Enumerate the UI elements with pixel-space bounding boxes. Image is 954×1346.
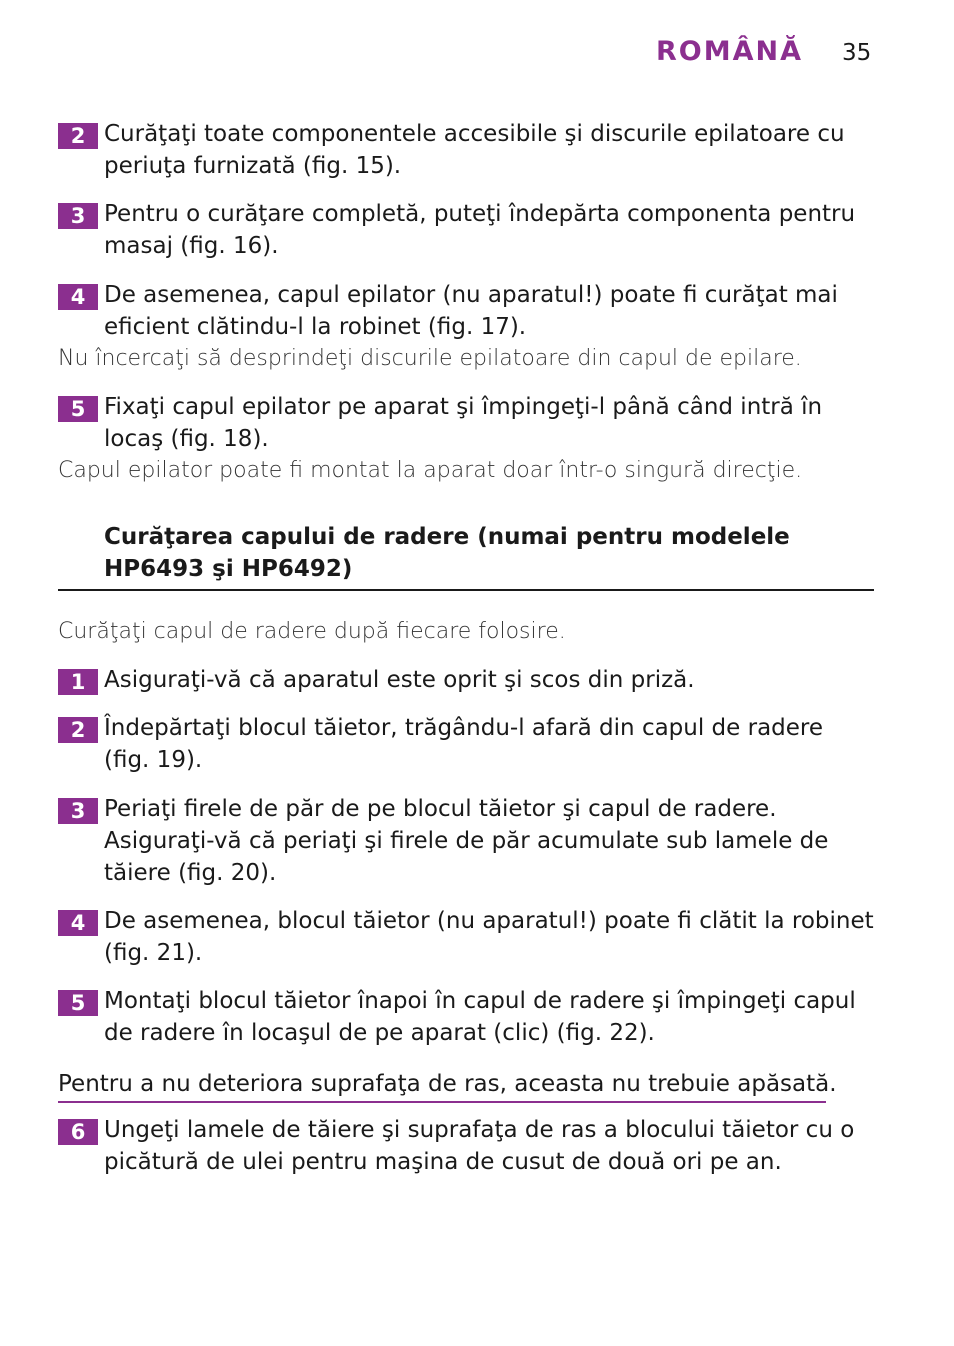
step-6 bbox=[58, 1114, 874, 1178]
step-5-top bbox=[58, 391, 874, 455]
warning-text: Pentru a nu deteriora suprafaţa de ras, aceasta nu trebuie apăsată. bbox=[58, 1071, 837, 1097]
step-5 bbox=[58, 985, 874, 1049]
step-text: Ungeţi lamele de tăiere şi suprafaţa de ras a blocului tăietor cu o picătură de ulei pentru maşina de cusut de două ori pe an. bbox=[104, 1117, 855, 1175]
note-epilator-direction: Capul epilator poate fi montat la aparat doar într-o singură direcţie. bbox=[58, 458, 803, 483]
step-text: De asemenea, blocul tăietor (nu aparatul!) poate fi clătit la robinet (fig. 21). bbox=[104, 908, 874, 966]
step-text: Asiguraţi-vă că aparatul este oprit şi scos din priză. bbox=[104, 667, 695, 693]
step-number-badge: 3 bbox=[58, 203, 98, 229]
section-intro: Curăţaţi capul de radere după fiecare folosire. bbox=[58, 619, 566, 644]
step-2-top bbox=[58, 118, 874, 182]
step-number-badge: 5 bbox=[58, 396, 98, 422]
section-title: Curăţarea capului de radere (numai pentru modelele HP6493 şi HP6492) bbox=[104, 524, 790, 582]
step-text: Periaţi firele de păr de pe blocul tăietor şi capul de radere. Asiguraţi-vă că periaţi şi firele de păr acumulate sub lamele de tăiere (fig. 20). bbox=[104, 796, 829, 886]
step-number-badge: 4 bbox=[58, 284, 98, 310]
step-2 bbox=[58, 712, 874, 776]
step-3-top bbox=[58, 198, 874, 262]
step-text: Pentru o curăţare completă, puteţi îndepărta componenta pentru masaj (fig. 16). bbox=[104, 201, 856, 259]
step-number-badge: 2 bbox=[58, 717, 98, 743]
step-number-badge: 2 bbox=[58, 123, 98, 149]
step-number-badge: 5 bbox=[58, 990, 98, 1016]
warning-underline bbox=[58, 1101, 826, 1103]
language-label: ROMÂNĂ bbox=[656, 36, 803, 67]
step-text: Montaţi blocul tăietor înapoi în capul de radere şi împingeţi capul de radere în locaşul de pe aparat (clic) (fig. 22). bbox=[104, 988, 856, 1046]
step-number-badge: 3 bbox=[58, 798, 98, 824]
step-text: Curăţaţi toate componentele accesibile şi discurile epilatoare cu periuţa furnizată (fig. 15). bbox=[104, 121, 845, 179]
step-4-top bbox=[58, 279, 874, 343]
step-1 bbox=[58, 664, 874, 696]
step-number-badge: 4 bbox=[58, 910, 98, 936]
step-4 bbox=[58, 905, 874, 969]
step-number-badge: 1 bbox=[58, 669, 98, 695]
step-text: Îndepărtaţi blocul tăietor, trăgându-l afară din capul de radere (fig. 19). bbox=[104, 715, 824, 773]
step-text: Fixaţi capul epilator pe aparat şi împingeţi-l până când intră în locaş (fig. 18). bbox=[104, 394, 823, 452]
step-text: De asemenea, capul epilator (nu aparatul!) poate fi curăţat mai eficient clătindu-l la robinet (fig. 17). bbox=[104, 282, 838, 340]
page-number: 35 bbox=[842, 40, 872, 66]
step-number-badge: 6 bbox=[58, 1119, 98, 1145]
note-epilator-discs: Nu încercaţi să desprindeţi discurile epilatoare din capul de epilare. bbox=[58, 346, 802, 371]
step-3 bbox=[58, 793, 874, 889]
section-divider bbox=[58, 589, 874, 591]
